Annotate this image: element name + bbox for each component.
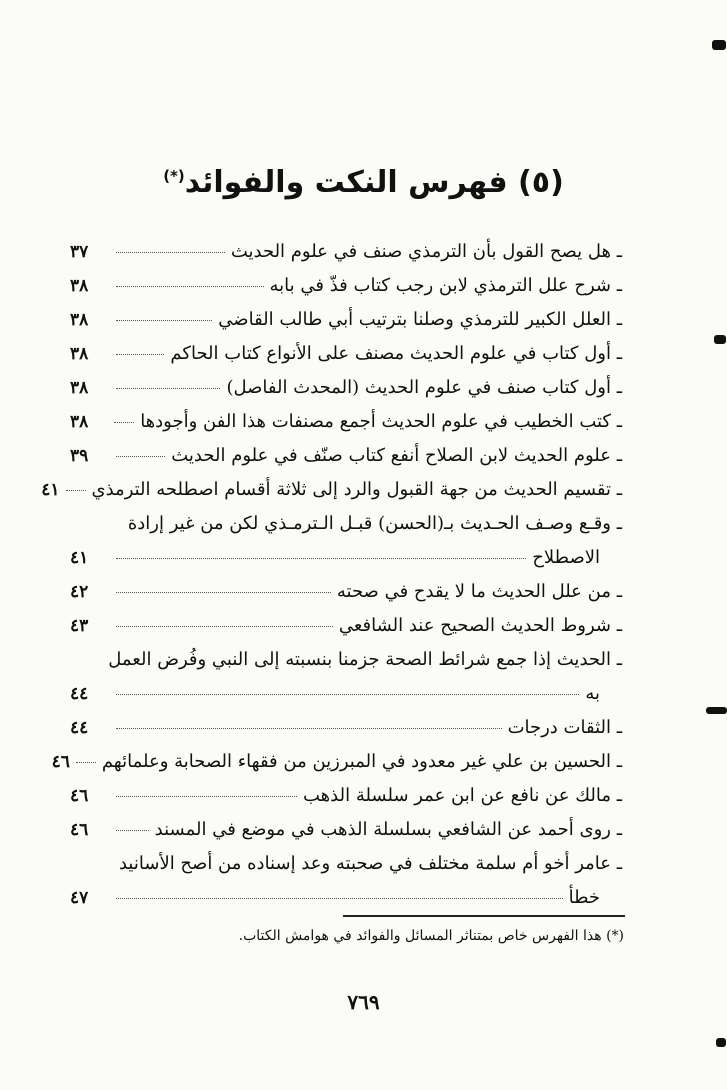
leader-dots xyxy=(116,252,225,253)
leader-dots xyxy=(116,286,264,287)
scan-mark xyxy=(706,707,727,714)
index-entry xyxy=(70,772,622,806)
index-entry xyxy=(70,500,622,568)
index-entry xyxy=(70,704,622,738)
entry-page-number: ٣٨ xyxy=(70,378,89,398)
entry-page-number: ٤٣ xyxy=(70,616,89,636)
entry-page-number: ٤١ xyxy=(70,548,89,568)
page-title xyxy=(0,165,727,200)
entry-text: ـ مالك عن نافع عن ابن عمر سلسلة الذهب xyxy=(303,785,622,806)
entry-text: ـ عامر أخو أم سلمة مختلف في صحبته وعد إسناده من أصح الأسانيد xyxy=(118,853,622,874)
entry-text: ـ الثقات درجات xyxy=(507,717,622,738)
entry-page-number: ٤٦ xyxy=(70,786,89,806)
entry-text: ـ تقسيم الحديث من جهة القبول والرد إلى ثلاثة أقسام اصطلحه الترمذي xyxy=(91,479,622,500)
leader-dots xyxy=(116,354,164,355)
entry-text: ـ أول كتاب صنف في علوم الحديث (المحدث الفاصل) xyxy=(226,377,622,398)
index-entry xyxy=(70,364,622,398)
leader-dots xyxy=(76,762,96,763)
entry-text: ـ شروط الحديث الصحيح عند الشافعي xyxy=(338,615,622,636)
title-text: (٥) فهرس النكت والفوائد xyxy=(184,165,564,200)
entry-page-number: ٣٨ xyxy=(70,344,89,364)
leader-dots xyxy=(116,626,333,627)
title-footnote-marker: (*) xyxy=(163,167,185,185)
index-entry xyxy=(70,432,622,466)
index-entry xyxy=(51,738,622,772)
leader-dots xyxy=(66,490,86,491)
leader-dots xyxy=(116,320,212,321)
leader-dots xyxy=(116,592,331,593)
entry-page-number: ٤١ xyxy=(41,480,60,500)
entry-page-number: ٣٨ xyxy=(70,310,89,330)
index-entry xyxy=(70,330,622,364)
entry-text: ـ شرح علل الترمذي لابن رجب كتاب فذّ في بابه xyxy=(269,275,622,296)
footnote-divider xyxy=(343,915,625,917)
index-entry xyxy=(41,466,622,500)
entry-page-number: ٤٤ xyxy=(70,718,89,738)
entry-text: ـ أول كتاب في علوم الحديث مصنف على الأنواع كتاب الحاكم xyxy=(170,343,622,364)
entry-page-number: ٣٨ xyxy=(70,276,89,296)
scan-mark xyxy=(712,40,726,50)
entry-text: ـ من علل الحديث ما لا يقدح في صحته xyxy=(336,581,622,602)
index-entry xyxy=(70,296,622,330)
scan-mark xyxy=(716,1038,726,1047)
index-entry xyxy=(70,568,622,602)
scan-mark xyxy=(714,335,726,344)
leader-dots xyxy=(116,694,579,695)
entry-page-number: ٤٤ xyxy=(70,684,89,704)
footnote: (*) هذا الفهرس خاص بمتناثر المسائل والفوائد في هوامش الكتاب. xyxy=(238,928,624,944)
index-entry xyxy=(70,262,622,296)
leader-dots xyxy=(116,456,165,457)
entry-page-number: ٤٢ xyxy=(70,582,89,602)
index-entry xyxy=(70,636,622,704)
entry-page-number: ٤٦ xyxy=(70,820,89,840)
leader-dots xyxy=(116,796,297,797)
entry-text: ـ وقـع وصـف الحـديث بـ(الحسن) قبـل الـترمـذي لكن من غير إرادة xyxy=(127,513,622,534)
entry-text: به xyxy=(585,683,600,704)
index-entry xyxy=(70,398,622,432)
leader-dots xyxy=(116,830,149,831)
entry-text: ـ هل يصح القول بأن الترمذي صنف في علوم الحديث xyxy=(230,241,622,262)
entry-text: الاصطلاح xyxy=(532,547,600,568)
entry-text: ـ العلل الكبير للترمذي وصلنا بترتيب أبي طالب القاضي xyxy=(218,309,622,330)
leader-dots xyxy=(116,898,563,899)
entry-text: خطأ xyxy=(568,887,600,908)
entry-page-number: ٣٩ xyxy=(70,446,89,466)
index-entry xyxy=(70,602,622,636)
entry-page-number: ٣٧ xyxy=(70,242,89,262)
entry-page-number: ٤٦ xyxy=(51,752,70,772)
entry-text: ـ الحسين بن علي غير معدود في المبرزين من فقهاء الصحابة وعلمائهم xyxy=(101,751,622,772)
index-entry xyxy=(70,840,622,908)
leader-dots xyxy=(116,728,502,729)
entry-text: ـ روى أحمد عن الشافعي بسلسلة الذهب في موضع في المسند xyxy=(154,819,622,840)
page-number: ٧٦٩ xyxy=(347,990,380,1014)
entry-text: ـ علوم الحديث لابن الصلاح أنفع كتاب صنّف في علوم الحديث xyxy=(171,445,622,466)
leader-dots xyxy=(116,388,220,389)
index-entry xyxy=(70,806,622,840)
entry-page-number: ٣٨ xyxy=(70,412,89,432)
leader-dots xyxy=(114,422,134,423)
entry-page-number: ٤٧ xyxy=(70,888,89,908)
entry-text: ـ كتب الخطيب في علوم الحديث أجمع مصنفات هذا الفن وأجودها xyxy=(140,411,622,432)
index-entry xyxy=(70,228,622,262)
leader-dots xyxy=(116,558,526,559)
entry-text: ـ الحديث إذا جمع شرائط الصحة جزمنا بنسبته إلى النبي وفُرض العمل xyxy=(108,649,622,670)
index-list xyxy=(41,228,622,908)
